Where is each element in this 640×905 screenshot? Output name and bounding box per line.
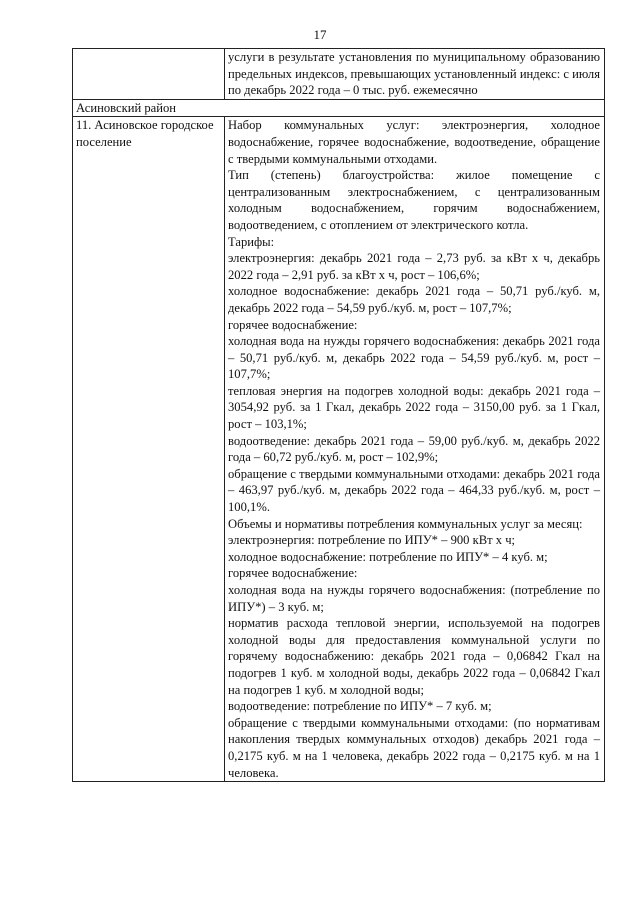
text-line: водоотведение: декабрь 2021 года – 59,00 руб./куб. м, декабрь 2022 года – 60,72 руб./куб. м, рост – 102,9%;: [228, 433, 600, 465]
section-heading: Асиновский район: [73, 99, 605, 117]
cell-text: услуги в результате установления по муниципальному образованию предельных индексов, превышающих установленный индекс: с июля по декабрь 2022 года – 0 тыс. руб. ежемесячно: [228, 50, 600, 98]
text-line: Тип (степень) благоустройства: жилое помещение с централизованным электроснабжением, с централизованным холодным водоснабжением, горячим водоснабжением, водоотведением, с отоплением от электрического котла.: [228, 168, 600, 232]
text-line: холодная вода на нужды горячего водоснабжения: декабрь 2021 года – 50,71 руб./куб. м, декабрь 2022 года – 54,59 руб./куб. м, рост – 107,7%;: [228, 334, 600, 382]
table-cell-right: [225, 117, 605, 782]
text-line: норматив расхода тепловой энергии, используемой на подогрев холодной воды для предоставления коммунальной услуги по горячему водоснабжению: декабрь 2021 года – 0,06842 Гкал на подогрев 1 куб. м холодной воды, декабрь 2022 года – 0,06842 Гкал на подогрев 1 куб. м холодной воды;: [228, 616, 600, 697]
document-table: [72, 48, 605, 782]
text-line: электроэнергия: потребление по ИПУ* – 900 кВт х ч;: [228, 533, 516, 548]
text-line: холодная вода на нужды горячего водоснабжения: (потребление по ИПУ*) – 3 куб. м;: [228, 583, 600, 614]
text-line: Объемы и нормативы потребления коммунальных услуг за месяц:: [228, 516, 583, 531]
text-line: обращение с твердыми коммунальными отходами: (по нормативам накопления твердых коммунальных отходов) декабрь 2021 года – 0,2175 куб. м на 1 человека, декабрь 2022 года – 0,2175 куб. м на 1 человека.: [228, 715, 600, 780]
text-line: электроэнергия: декабрь 2021 года – 2,73 руб. за кВт х ч, декабрь 2022 года – 2,91 руб. за кВт х ч, рост – 106,6%;: [228, 251, 600, 282]
text-line: холодное водоснабжение: потребление по ИПУ* – 4 куб. м;: [228, 549, 548, 564]
table-row: [73, 117, 605, 782]
page-number: 17: [313, 27, 327, 42]
section-row: [73, 99, 605, 117]
text-line: водоотведение: потребление по ИПУ* – 7 куб. м;: [228, 699, 492, 714]
table-cell-left: [73, 49, 225, 100]
table-cell-right: [225, 49, 605, 100]
text-line: горячее водоснабжение:: [228, 566, 358, 581]
text-line: тепловая энергия на подогрев холодной воды: декабрь 2021 года – 3054,92 руб. за 1 Гкал, декабрь 2022 года – 3150,00 руб. за 1 Гкал, рост – 103,1%;: [228, 383, 600, 432]
municipality-name: 11. Асиновское городское поселение: [73, 117, 225, 782]
text-line: горячее водоснабжение:: [228, 317, 358, 332]
text-line: Набор коммунальных услуг: электроэнергия, холодное водоснабжение, горячее водоснабжение, водоотведение, обращение с твердыми коммунальными отходами.: [228, 118, 600, 166]
text-line: Тарифы:: [228, 234, 275, 249]
text-line: обращение с твердыми коммунальными отходами: декабрь 2021 года – 463,97 руб./куб. м, декабрь 2022 года – 464,33 руб./куб. м, рост – 100,1%.: [228, 466, 600, 515]
text-line: холодное водоснабжение: декабрь 2021 года – 50,71 руб./куб. м, декабрь 2022 года – 54,59 руб./куб. м, рост – 107,7%;: [228, 284, 600, 315]
table-row: [73, 49, 605, 100]
